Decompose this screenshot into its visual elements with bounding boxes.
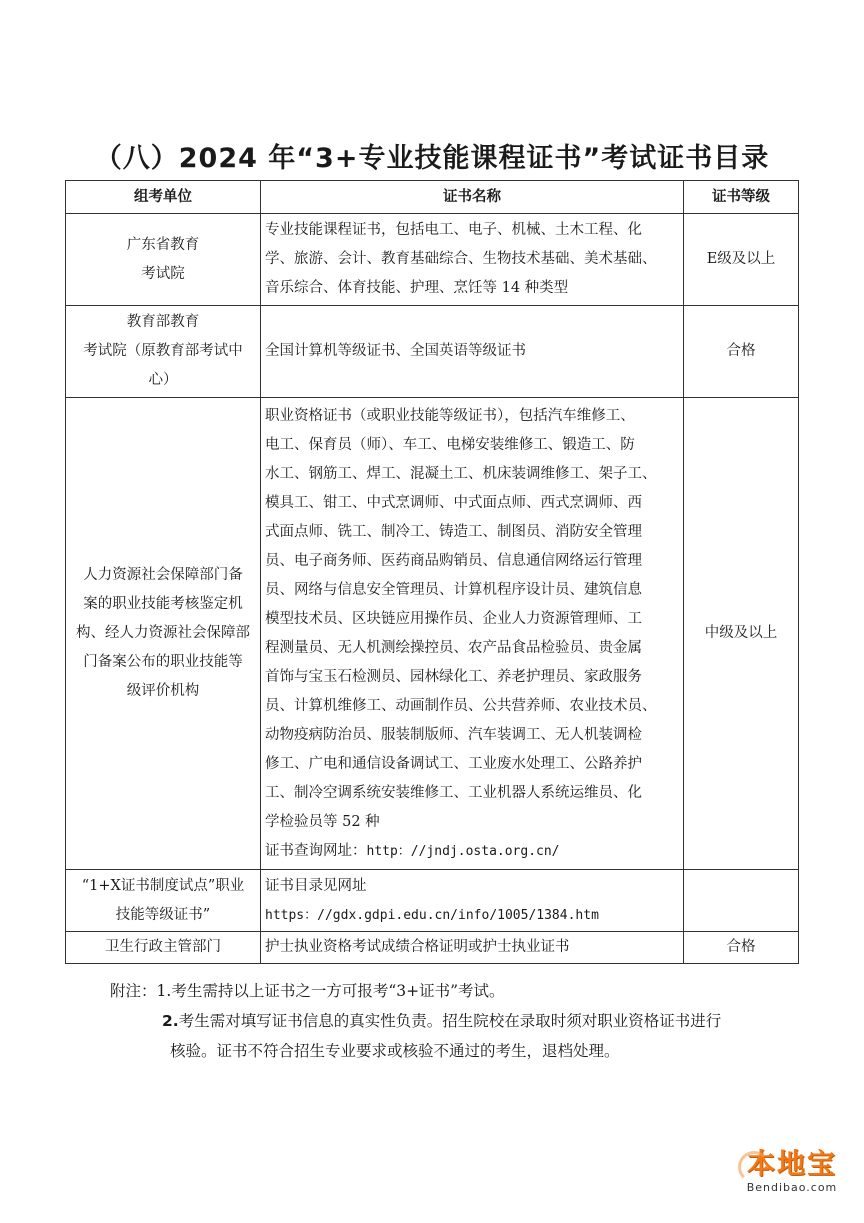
- notes-section: [110, 976, 810, 1066]
- level-cell: 中级及以上: [684, 398, 799, 870]
- org-line: “1+X证书制度试点”职业: [81, 877, 245, 894]
- name-line: 首饰与宝玉石检测员、园林绿化工、养老护理员、家政服务: [265, 668, 642, 685]
- note-2-continued: 核验。证书不符合招生专业要求或核验不通过的考生，退档处理。: [170, 1042, 620, 1060]
- table-row: [66, 932, 799, 964]
- logo-main-text: 本地宝: [746, 1147, 837, 1180]
- url-label: 证书查询网址：: [265, 842, 367, 859]
- header-name: 证书名称: [261, 181, 684, 214]
- query-url-link[interactable]: http：//jndj.osta.org.cn/: [366, 843, 560, 859]
- name-line: 模具工、钳工、中式烹调师、中式面点师、西式烹调师、西: [265, 494, 642, 511]
- name-line: 全国计算机等级证书、全国英语等级证书: [265, 343, 526, 359]
- name-line: 模型技术员、区块链应用操作员、企业人力资源管理师、工: [265, 610, 642, 627]
- certificate-table: [65, 180, 799, 964]
- name-line: 程测量员、无人机测绘操控员、农产品食品检验员、贵金属: [265, 639, 642, 656]
- org-cell: [66, 306, 261, 398]
- name-cell: [261, 932, 684, 964]
- org-line: 心）: [148, 372, 178, 388]
- name-line: 证书目录见网址: [265, 877, 367, 894]
- notes-prefix: 附注：: [110, 982, 157, 1000]
- name-cell: [261, 398, 684, 870]
- url-line: [265, 837, 681, 866]
- name-line: 工、制冷空调系统安装维修工、工业机器人系统运维员、化: [265, 784, 642, 801]
- name-line: 修工、广电和通信设备调试工、工业废水处理工、公路养护: [265, 755, 642, 772]
- org-line: 教育部教育: [126, 314, 200, 330]
- org-line: 技能等级证书”: [115, 906, 211, 923]
- org-cell: [66, 398, 261, 870]
- org-line: 构、经人力资源社会保障部: [76, 625, 250, 641]
- name-line: 式面点师、铣工、制冷工、铸造工、制图员、消防安全管理: [265, 523, 642, 540]
- level-cell: E级及以上: [684, 214, 799, 306]
- table-row: [66, 870, 799, 932]
- org-line: 人力资源社会保障部门备: [83, 567, 243, 583]
- level-cell: 合格: [684, 306, 799, 398]
- note-text: 考生需持以上证书之一方可报考“3+证书”考试。: [171, 982, 505, 1000]
- name-line: 水工、钢筋工、焊工、混凝土工、机床装调维修工、架子工、: [265, 465, 657, 482]
- name-line: 音乐综合、体育技能、护理、烹饪等 14 种类型: [265, 280, 569, 296]
- name-line: 员、电子商务师、医药商品购销员、信息通信网络运行管理: [265, 552, 642, 569]
- catalog-url-link[interactable]: https：//gdx.gdpi.edu.cn/info/1005/1384.htm: [265, 907, 599, 923]
- name-line: 职业资格证书（或职业技能等级证书），包括汽车维修工、: [265, 407, 635, 424]
- level-cell: 合格: [684, 932, 799, 964]
- org-line: 门备案公布的职业技能等: [83, 654, 243, 670]
- org-line: 卫生行政主管部门: [105, 939, 221, 955]
- table-row: [66, 306, 799, 398]
- name-line: 学、旅游、会计、教育基础综合、生物技术基础、美术基础、: [265, 251, 657, 267]
- name-cell: [261, 870, 684, 932]
- name-line: 学检验员等 52 种: [265, 813, 380, 830]
- logo-arc-icon: [738, 1151, 770, 1183]
- name-line: 动物疫病防治员、服装制版师、汽车装调工、无人机装调检: [265, 726, 642, 743]
- name-line: 员、计算机维修工、动画制作员、公共营养师、农业技术员、: [265, 697, 657, 714]
- org-line: 案的职业技能考核鉴定机: [83, 596, 243, 612]
- org-line: 广东省教育: [126, 236, 200, 253]
- logo-sub-text: Bendibao.com: [746, 1181, 838, 1194]
- name-line: 护士执业资格考试成绩合格证明或护士执业证书: [265, 939, 570, 955]
- name-line: 员、网络与信息安全管理员、计算机程序设计员、建筑信息: [265, 581, 642, 598]
- org-cell: [66, 932, 261, 964]
- note-1: [110, 976, 810, 1006]
- org-line: 级评价机构: [126, 683, 200, 699]
- header-org: 组考单位: [66, 181, 261, 214]
- table-row: [66, 398, 799, 870]
- org-cell: [66, 870, 261, 932]
- bendibao-watermark-logo: [734, 1147, 850, 1209]
- name-cell: [261, 214, 684, 306]
- note-number: 2.: [162, 1012, 179, 1030]
- name-cell: [261, 306, 684, 398]
- note-2: [110, 1006, 810, 1036]
- page-title: （八）2024 年“3+专业技能课程证书”考试证书目录: [94, 143, 770, 174]
- table-row: [66, 214, 799, 306]
- org-cell: [66, 214, 261, 306]
- org-line: 考试院: [141, 265, 185, 282]
- header-level: 证书等级: [684, 181, 799, 214]
- table-header-row: [66, 181, 799, 214]
- name-line: 电工、保育员（师）、车工、电梯安装维修工、锻造工、防: [265, 436, 635, 453]
- org-line: 考试院（原教育部考试中: [83, 343, 243, 359]
- name-line: 专业技能课程证书，包括电工、电子、机械、土木工程、化: [265, 222, 642, 238]
- level-cell: [684, 870, 799, 932]
- note-text: 考生需对填写证书信息的真实性负责。招生院校在录取时须对职业资格证书进行: [178, 1012, 722, 1030]
- note-number: 1.: [156, 982, 172, 1000]
